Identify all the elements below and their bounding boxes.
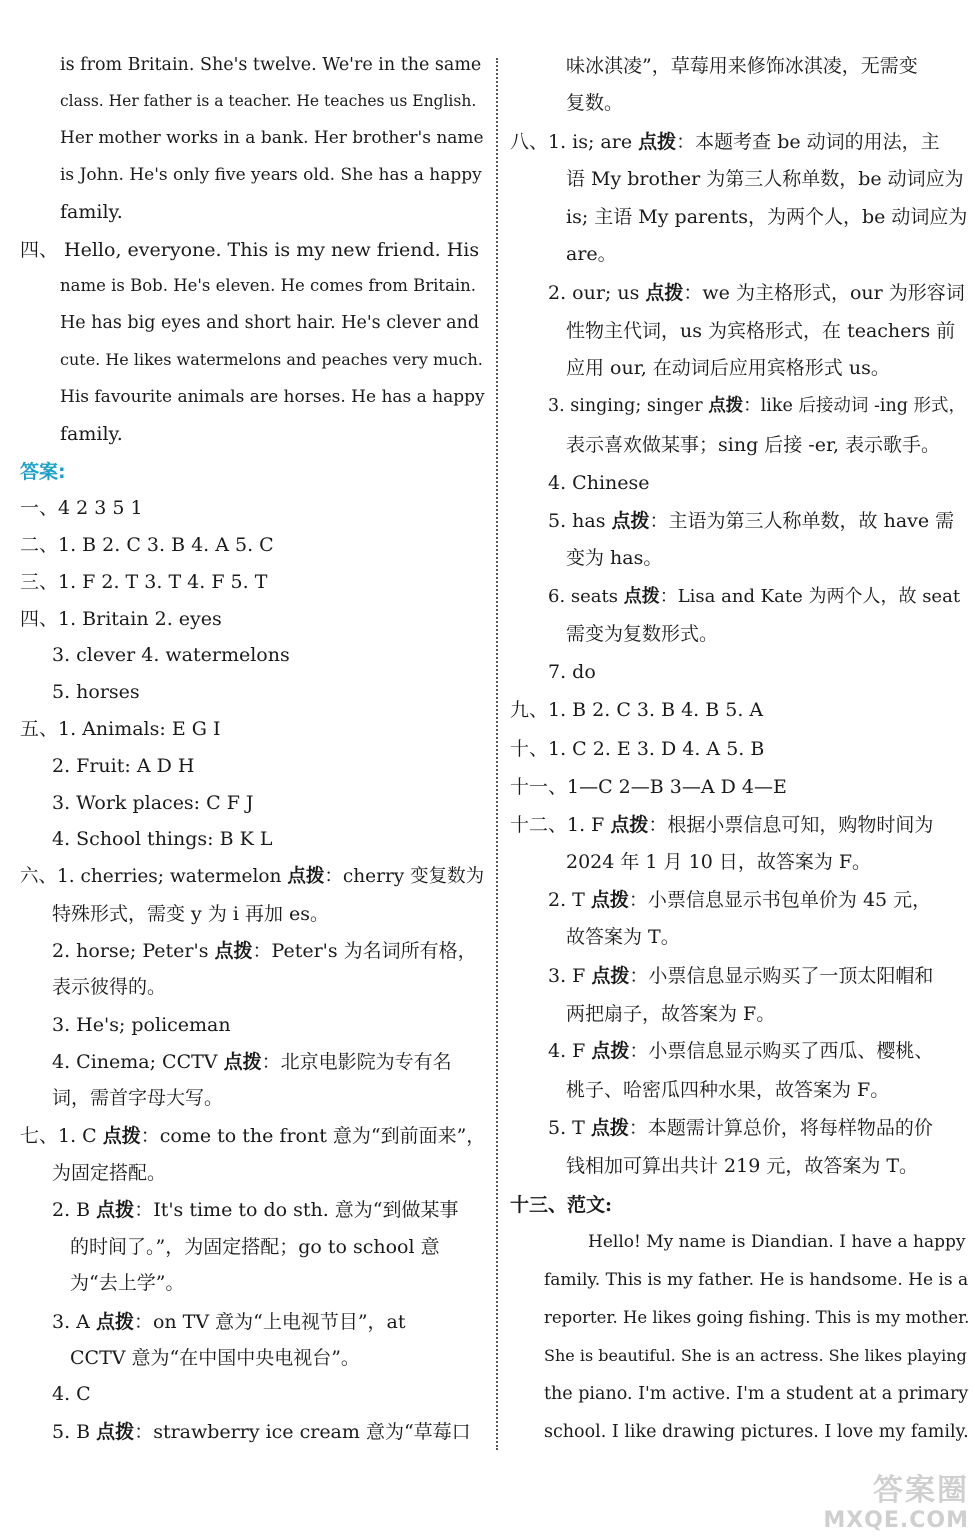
right-text-line: Hello! My name is Diandian. I have a happy [588,1232,966,1252]
right-text-line: 6. seats 点拨：Lisa and Kate 为两个人，故 seat [548,586,961,607]
left-text-line: 4. C [52,1383,91,1405]
right-text-line: 复数。 [566,92,624,114]
hint-label: 点拨 [638,131,677,153]
right-text-line: 5. has 点拨：主语为第三人称单数，故 have 需 [548,510,955,532]
left-text-line: is from Britain. She's twelve. We're in the same [60,55,482,75]
left-text-line: name is Bob. He's eleven. He comes from Britain. [60,276,477,295]
hint-label: 点拨 [223,1051,262,1073]
left-text-line: 表示彼得的。 [52,976,167,998]
hint-label: 点拨 [96,1421,135,1443]
hint-label: 点拨 [623,586,660,607]
right-text-line: reporter. He likes going fishing. This is my mother. [544,1308,970,1327]
hint-label: 点拨 [96,1199,135,1221]
left-text-line: 二、1. B 2. C 3. B 4. A 5. C [20,534,274,556]
right-text-line: 十三、范文: [510,1194,613,1216]
hint-label: 点拨 [591,1040,630,1062]
right-text-line: 故答案为 T。 [566,926,680,948]
left-text-line: 为固定搭配。 [52,1162,167,1184]
right-text-line: 味冰淇凌”，草莓用来修饰冰淇凌，无需变 [566,55,918,77]
left-text-line: 4. School things: B K L [52,828,273,850]
right-text-line: 3. F 点拨：小票信息显示购买了一顶太阳帽和 [548,965,934,987]
left-text-line: family. [60,423,123,445]
left-text-line: 四、 Hello, everyone. This is my new friend. His [20,239,480,261]
right-text-line: 2024 年 1 月 10 日，故答案为 F。 [566,851,872,873]
left-text-line: 3. A 点拨：on TV 意为“上电视节目”，at [52,1311,406,1333]
right-text-line: 变为 has。 [566,547,663,569]
left-text-line: cute. He likes watermelons and peaches very much. [60,350,483,369]
right-text-line: 3. singing; singer 点拨：like 后接动词 -ing 形式， [548,396,967,416]
hint-label: 点拨 [102,1125,141,1147]
hint-label: 点拨 [95,1311,134,1333]
left-text-line: His favourite animals are horses. He has a happy [60,387,485,407]
right-text-line: school. I like drawing pictures. I love my family. [544,1422,969,1442]
right-text-line: is; 主语 My parents，为两个人，be 动词应为 [566,206,968,228]
right-text-line: 两把扇子，故答案为 F。 [566,1003,776,1025]
left-text-line: CCTV 意为“在中国中央电视台”。 [70,1347,360,1369]
watermark-logo [823,1473,969,1533]
hint-label: 点拨 [287,866,325,887]
left-text-line: 3. Work places: C F J [52,792,254,814]
left-text-line: 词，需首字母大写。 [52,1087,224,1109]
hint-label: 点拨 [214,940,253,962]
right-text-line: 应用 our, 在动词后应用宾格形式 us。 [566,357,890,379]
left-text-line: 五、1. Animals: E G I [20,718,221,740]
hint-label: 点拨 [645,282,684,304]
left-text-line: 3. clever 4. watermelons [52,644,290,666]
left-text-line: 2. B 点拨：It's time to do sth. 意为“到做某事 [52,1199,459,1221]
left-text-line: 3. He's; policeman [52,1014,231,1036]
left-text-line: 4. Cinema; CCTV 点拨：北京电影院为专有名 [52,1051,452,1073]
hint-label: 点拨 [611,510,650,532]
right-text-line: 7. do [548,661,596,683]
right-text-line: She is beautiful. She is an actress. She likes playing [544,1346,967,1365]
hint-label: 点拨 [591,965,630,987]
right-text-line: 4. F 点拨：小票信息显示购买了西瓜、樱桃、 [548,1040,934,1062]
right-text-line: the piano. I'm active. I'm a student at a primary [544,1384,969,1404]
hint-label: 点拨 [708,396,744,416]
right-text-line: 需变为复数形式。 [566,623,719,645]
left-text-line: family. [60,201,123,223]
right-text-line: 4. Chinese [548,472,650,494]
watermark-text: 答案圈 [873,1473,969,1508]
left-text-line: 5. horses [52,681,140,703]
right-text-line: are。 [566,243,617,265]
column-divider [496,58,498,1450]
left-text-line: 的时间了。”，为固定搭配；go to school 意 [70,1236,440,1258]
right-text-line: 十二、1. F 点拨：根据小票信息可知，购物时间为 [510,814,934,836]
left-text-line: 七、1. C 点拨：come to the front 意为“到前面来”， [20,1125,486,1147]
left-text-line: 三、1. F 2. T 3. T 4. F 5. T [20,571,268,593]
right-text-line: 性物主代词，us 为宾格形式，在 teachers 前 [566,320,956,342]
left-text-line: is John. He's only five years old. She has a happy [60,165,482,185]
left-text-line: Her mother works in a bank. Her brother's name [60,128,484,148]
right-text-line: family. This is my father. He is handsome. He is a [544,1270,969,1290]
left-text-line: 一、4 2 3 5 1 [20,497,143,519]
hint-label: 点拨 [610,814,649,836]
left-text-line: 四、1. Britain 2. eyes [20,608,222,630]
hint-label: 点拨 [590,1117,629,1139]
left-text-line: 2. Fruit: A D H [52,755,195,777]
right-text-line: 桃子、哈密瓜四种水果，故答案为 F。 [566,1079,890,1101]
right-text-line: 十一、1—C 2—B 3—A D 4—E [510,776,787,798]
left-text-line: 特殊形式，需变 y 为 i 再加 es。 [52,903,330,925]
left-text-line: 5. B 点拨：strawberry ice cream 意为“草莓口 [52,1421,471,1443]
left-text-line: He has big eyes and short hair. He's clever and [60,313,480,333]
left-text-line: 为“去上学”。 [70,1272,185,1294]
right-text-line: 语 My brother 为第三人称单数，be 动词应为 [566,168,964,190]
left-text-line: 答案: [20,461,66,483]
right-text-line: 钱相加可算出共计 219 元，故答案为 T。 [566,1155,919,1177]
hint-label: 点拨 [590,889,629,911]
right-text-line: 2. T 点拨：小票信息显示书包单价为 45 元， [548,889,932,911]
watermark-url: MXQE.COM [823,1508,969,1533]
left-text-line: 2. horse; Peter's 点拨：Peter's 为名词所有格， [52,940,477,962]
left-text-line: 六、1. cherries; watermelon 点拨：cherry 变复数为 [20,866,485,887]
left-text-line: class. Her father is a teacher. He teaches us English. [60,92,477,110]
right-text-line: 九、1. B 2. C 3. B 4. B 5. A [510,699,764,721]
right-text-line: 5. T 点拨：本题需计算总价，将每样物品的价 [548,1117,933,1139]
right-text-line: 表示喜欢做某事；sing 后接 -er, 表示歌手。 [566,434,941,456]
right-text-line: 2. our; us 点拨：we 为主格形式，our 为形容词 [548,282,965,304]
right-text-line: 八、1. is; are 点拨：本题考查 be 动词的用法，主 [510,131,940,153]
right-text-line: 十、1. C 2. E 3. D 4. A 5. B [510,738,765,760]
